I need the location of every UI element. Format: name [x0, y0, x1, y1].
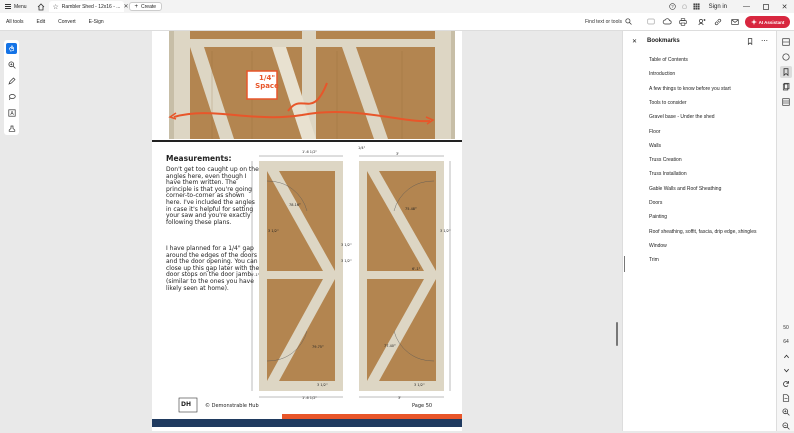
close-panel-icon[interactable]: ✕ — [632, 39, 638, 45]
page-number-label: Page 50 — [412, 403, 433, 409]
bookmark-item[interactable]: Walls — [649, 142, 662, 149]
attachments-icon[interactable] — [780, 81, 792, 93]
dim-height-right: 6'-1" — [412, 267, 421, 271]
dim-bottom-right: 3' — [398, 396, 402, 400]
select-tool[interactable] — [6, 43, 17, 54]
bookmark-item[interactable]: Gable Walls and Roof Sheathing — [649, 185, 722, 192]
pen-icon — [8, 77, 16, 85]
dim-mid-b: 3 1/2" — [341, 259, 352, 263]
dim-bottom-b: 3 1/2" — [414, 383, 425, 387]
bookmarks-panel — [622, 31, 776, 431]
share-icon — [698, 18, 706, 26]
lasso-tool[interactable] — [6, 91, 17, 102]
search-icon — [625, 18, 632, 25]
edit-button[interactable]: Edit — [36, 18, 46, 25]
sign-in-link[interactable]: Sign in — [708, 3, 727, 10]
esign-button[interactable]: E-Sign — [88, 18, 104, 25]
zoom-tool[interactable] — [6, 59, 17, 70]
bookmark-item[interactable]: Window — [649, 242, 667, 249]
measurements-heading: Measurements: — [166, 154, 232, 163]
hamburger-icon — [5, 4, 11, 9]
space-callout: 1/4" Space — [255, 74, 279, 90]
print-button[interactable] — [677, 16, 689, 28]
bookmark-item[interactable]: Introduction — [649, 71, 676, 78]
quick-tools-panel — [4, 40, 19, 135]
measurements-paragraph-1: Don't get too caught up on the angles here, even though I have them written. The principle is that you're going corner-to-corner as shown here. I've included the angles in case it's helpful for setting your saw and you're exactly following these plans. — [166, 166, 259, 226]
cloud-upload-icon — [663, 18, 672, 26]
dim-right-width: 3 1/2" — [440, 229, 451, 233]
bookmark-item[interactable]: Trim — [649, 257, 659, 264]
ai-assistant-button[interactable] — [745, 16, 790, 28]
dim-bottom-a: 3 1/2" — [317, 383, 328, 387]
upload-cloud-button[interactable] — [661, 16, 673, 28]
link-icon — [714, 18, 722, 26]
pdf-page — [152, 31, 462, 431]
rotate-icon[interactable] — [780, 378, 792, 390]
all-tools-button[interactable]: All tools — [6, 18, 24, 25]
zoom-icon — [8, 61, 16, 69]
hand-cursor-icon — [8, 45, 15, 52]
logo: DH — [181, 401, 192, 408]
notification-bell-icon[interactable] — [679, 1, 691, 13]
bookmark-item[interactable]: Painting — [649, 214, 668, 221]
angle-a: 78.16° — [289, 203, 301, 207]
panel-resize-handle[interactable] — [624, 256, 625, 272]
document-scrollbar[interactable] — [616, 322, 618, 346]
angle-d: 77.40° — [384, 344, 396, 348]
close-window-button[interactable]: ✕ — [781, 3, 788, 11]
copyright-text: © Demonstrable Hub — [205, 403, 259, 409]
dim-mid-a: 3 1/2" — [341, 243, 352, 247]
find-text-tools[interactable] — [585, 18, 632, 25]
save-file-icon[interactable] — [780, 392, 792, 404]
bookmark-add-icon[interactable] — [747, 38, 754, 47]
svg-text:A: A — [9, 110, 14, 117]
dim-left-width: 3 1/2" — [268, 229, 279, 233]
find-label: Find text or tools — [585, 18, 622, 25]
angle-c: 79.75° — [312, 345, 324, 349]
total-page-number: 64 — [783, 339, 789, 345]
previous-page-icon[interactable] — [780, 350, 792, 362]
dim-top-left: 1'-6 1/2" — [302, 150, 318, 154]
page-illustration — [152, 31, 462, 431]
menu-label: Menu — [14, 3, 27, 10]
stamp-tool[interactable] — [6, 123, 17, 134]
bookmark-item[interactable]: Roof sheathing, soffit, fascia, drip edge, shingles — [649, 228, 757, 235]
current-page-number[interactable]: 50 — [783, 325, 789, 331]
next-page-icon[interactable] — [780, 364, 792, 376]
maximize-button[interactable] — [756, 0, 775, 13]
bookmarks-header — [623, 31, 777, 53]
comment-icon — [647, 18, 655, 26]
bookmark-item[interactable]: Gravel base - Under the shed — [649, 114, 715, 121]
home-button[interactable] — [37, 2, 46, 11]
bookmark-item[interactable]: Truss Installation — [649, 171, 687, 178]
comments-panel-icon[interactable] — [780, 51, 792, 63]
sparkle-icon — [751, 19, 757, 25]
zoom-out-icon[interactable] — [780, 420, 792, 432]
tab-title: Rambler Shed - 12x16 - ... — [61, 3, 121, 10]
zoom-in-icon[interactable] — [780, 406, 792, 418]
plus-icon: + — [134, 3, 139, 10]
ai-assistant-label: AI Assistant — [758, 19, 785, 25]
main-toolbar — [0, 13, 794, 31]
title-bar — [0, 0, 794, 13]
help-icon[interactable] — [667, 1, 679, 13]
apps-grid-icon[interactable] — [691, 1, 703, 13]
dim-top-mid: 1/4" — [358, 146, 366, 150]
text-box-icon — [8, 109, 16, 117]
bookmark-item[interactable]: Tools to consider — [649, 99, 687, 106]
right-rail — [776, 31, 794, 431]
mail-icon — [731, 18, 739, 26]
dim-top-right: 3' — [396, 152, 400, 156]
maximize-icon — [763, 4, 769, 10]
left-tool-rail — [0, 31, 22, 431]
email-button[interactable] — [729, 16, 741, 28]
document-viewer[interactable] — [22, 31, 619, 431]
close-tab-icon[interactable]: ✕ — [123, 4, 129, 10]
star-icon[interactable]: ☆ — [52, 3, 59, 11]
stamp-icon — [8, 125, 16, 133]
bookmark-item[interactable]: A few things to know before you start — [649, 85, 731, 92]
bookmarks-panel-icon[interactable] — [780, 66, 792, 78]
bookmark-item[interactable]: Truss Creation — [649, 157, 682, 164]
svg-text:?: ? — [671, 3, 674, 9]
convert-button[interactable]: Convert — [58, 18, 76, 25]
home-icon — [37, 3, 45, 11]
print-icon — [679, 18, 687, 26]
comment-button[interactable] — [645, 16, 657, 28]
lasso-icon — [8, 93, 16, 101]
bookmark-item[interactable]: Doors — [649, 200, 663, 206]
share-button[interactable] — [696, 16, 708, 28]
all-pages-icon[interactable] — [780, 36, 792, 48]
dim-height-left: 6'-1" — [251, 273, 260, 277]
bookmarks-title: Bookmarks — [647, 38, 680, 44]
more-options-icon[interactable]: ⋯ — [761, 38, 768, 45]
menu-button[interactable] — [5, 1, 27, 12]
bookmark-item[interactable]: Table of Contents — [649, 57, 688, 63]
measurements-paragraph-2: I have planned for a 1/4" gap around the edges of the doors and the door opening. You can close up this gap later with the door stops on the door jamb (similar to the ones you have likely seen at home). — [166, 245, 260, 292]
document-tab[interactable] — [49, 1, 129, 12]
minimize-button[interactable]: — — [743, 3, 750, 10]
text-select-tool[interactable] — [6, 107, 17, 118]
layers-icon[interactable] — [780, 96, 792, 108]
create-button[interactable] — [129, 2, 163, 11]
dim-bottom-left: 1'-6 1/2" — [302, 396, 318, 400]
bookmark-item[interactable]: Floor — [649, 128, 661, 135]
pen-tool[interactable] — [6, 75, 17, 86]
copy-link-button[interactable] — [712, 16, 724, 28]
angle-b: 75.48° — [405, 207, 417, 211]
create-label: Create — [141, 3, 157, 10]
